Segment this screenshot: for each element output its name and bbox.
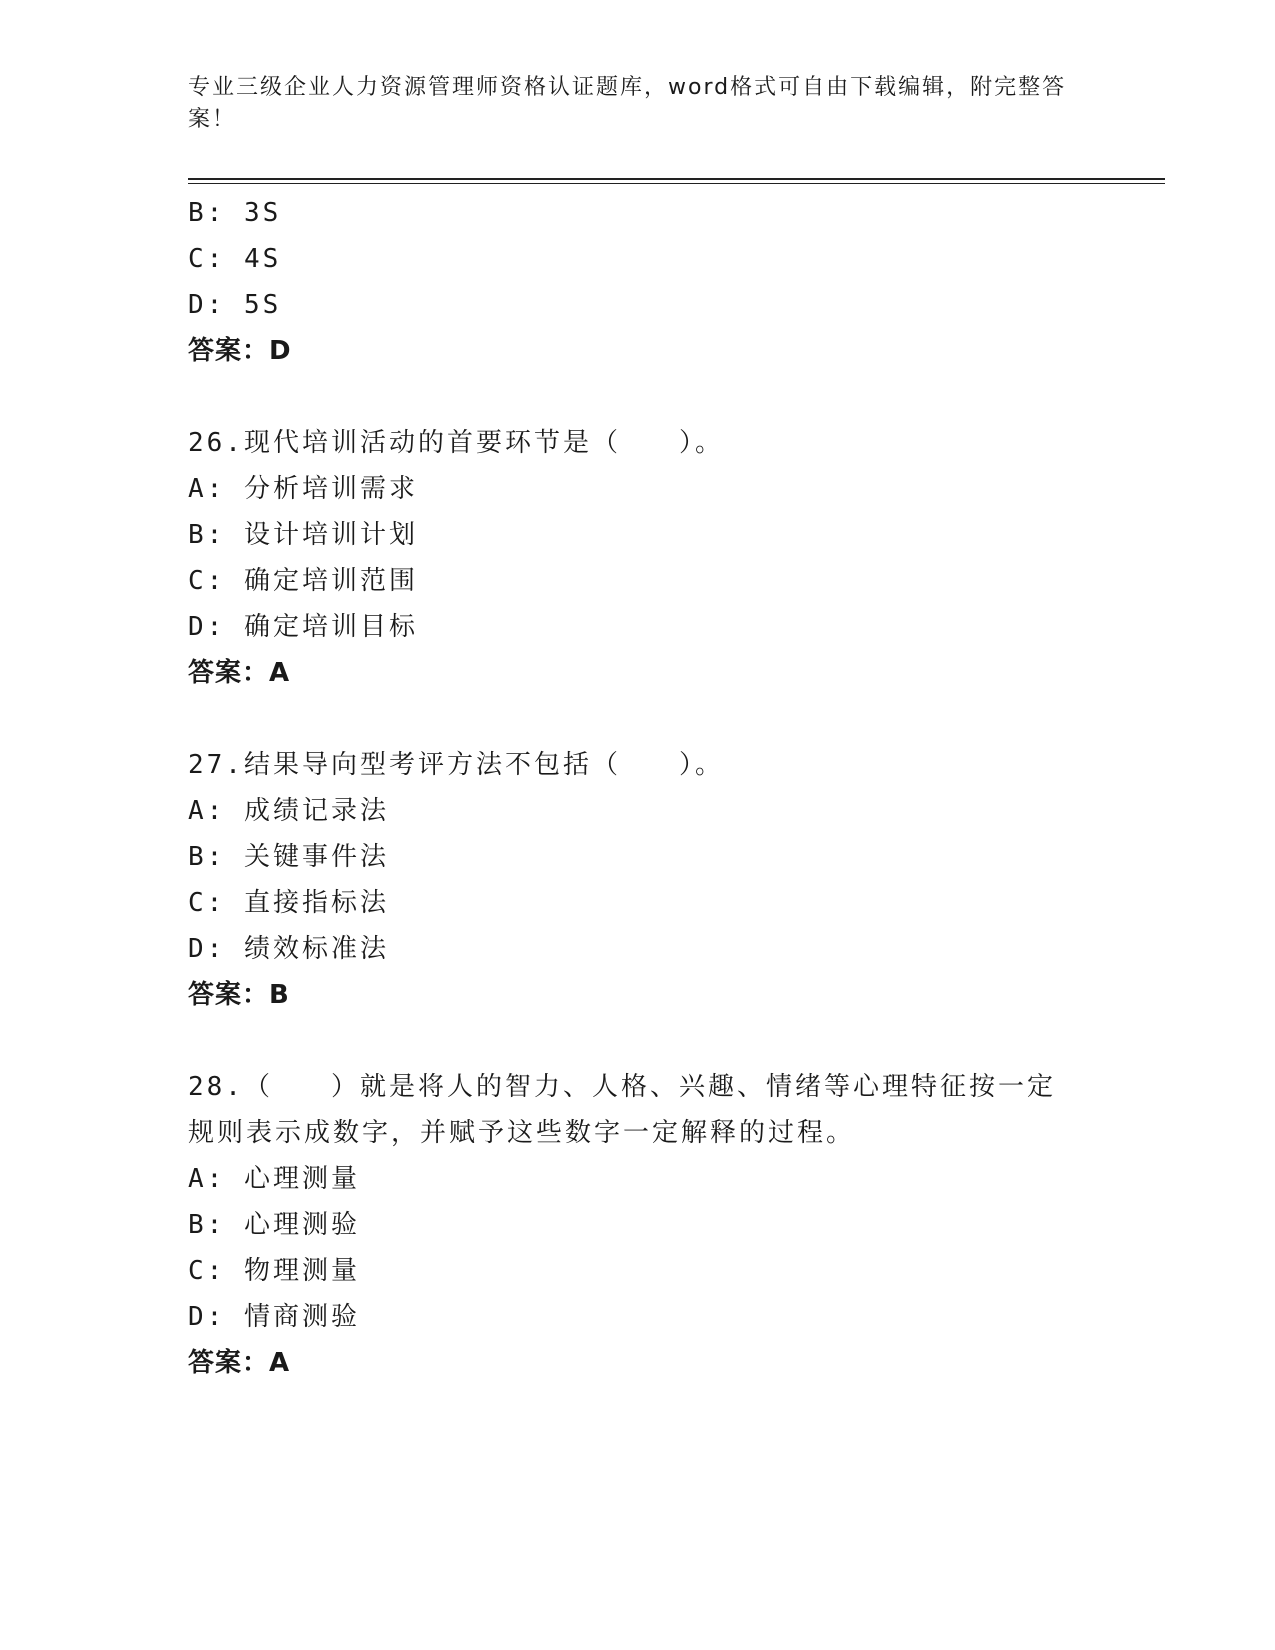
answer: 答案：D	[188, 336, 292, 366]
question-text: 26.现代培训活动的首要环节是（ ）。	[188, 428, 724, 458]
option-c: C: 物理测量	[188, 1256, 360, 1286]
option-c: C: 确定培训范围	[188, 566, 418, 596]
option-d: D: 确定培训目标	[188, 612, 418, 642]
header-divider-thin	[188, 183, 1165, 184]
option-d: D: 绩效标准法	[188, 934, 389, 964]
spacer	[188, 1018, 1088, 1064]
header-divider-thick	[188, 178, 1165, 180]
answer: 答案：A	[188, 1348, 291, 1378]
option-d: D: 5S	[188, 290, 282, 320]
option-c: C: 4S	[188, 244, 282, 274]
option-b: B: 心理测验	[188, 1210, 360, 1240]
question-27	[188, 742, 1088, 1018]
question-text: 28.（ ）就是将人的智力、人格、兴趣、情绪等心理特征按一定规则表示成数字，并赋予这些数字一定解释的过程。	[188, 1072, 1056, 1148]
option-b: B: 3S	[188, 198, 282, 228]
option-b: B: 设计培训计划	[188, 520, 418, 550]
question-26	[188, 420, 1088, 696]
question-28	[188, 1064, 1088, 1386]
spacer	[188, 374, 1088, 420]
option-c: C: 直接指标法	[188, 888, 389, 918]
partial-question-25	[188, 190, 1088, 374]
option-b: B: 关键事件法	[188, 842, 389, 872]
option-a: A: 分析培训需求	[188, 474, 418, 504]
answer: 答案：B	[188, 980, 290, 1010]
answer: 答案：A	[188, 658, 291, 688]
option-a: A: 成绩记录法	[188, 796, 389, 826]
question-text: 27.结果导向型考评方法不包括（ ）。	[188, 750, 724, 780]
spacer	[188, 696, 1088, 742]
question-list	[188, 190, 1088, 1386]
document-header: 专业三级企业人力资源管理师资格认证题库，word格式可自由下载编辑，附完整答案！	[188, 75, 1067, 132]
option-a: A: 心理测量	[188, 1164, 360, 1194]
option-d: D: 情商测验	[188, 1302, 360, 1332]
